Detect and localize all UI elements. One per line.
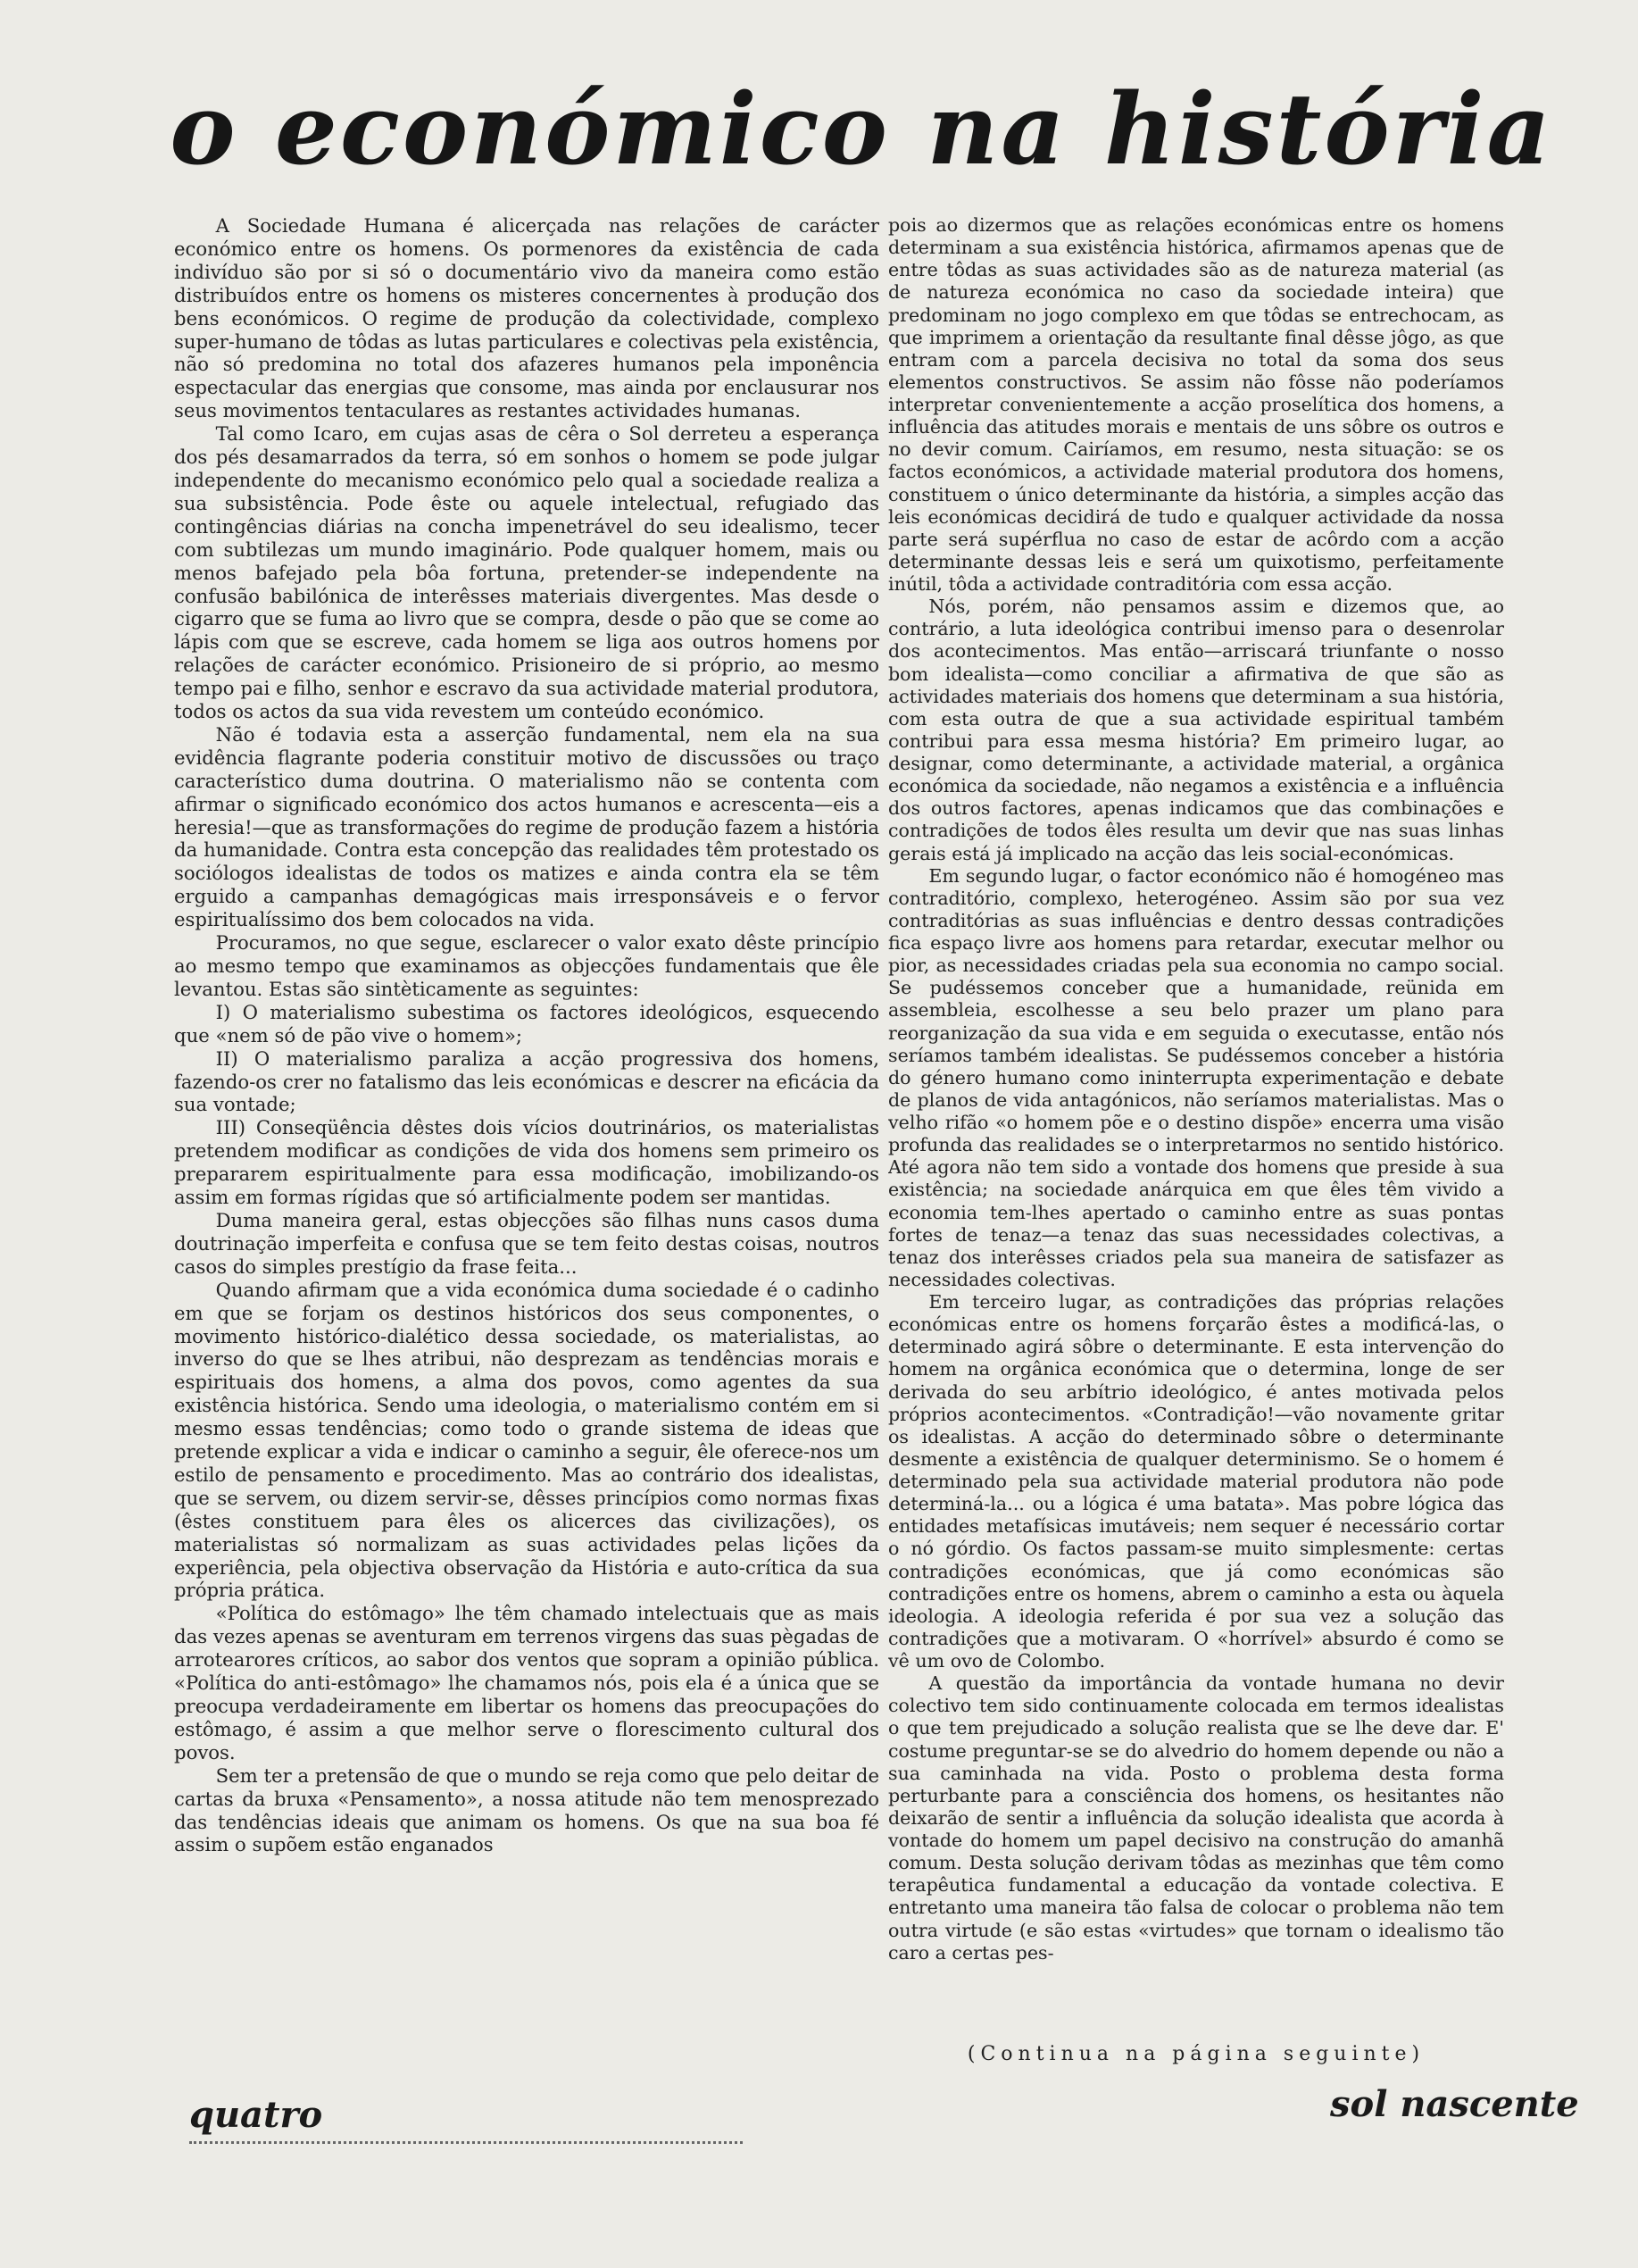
paragraph: A questão da importância da vontade humana no devir colectivo tem sido continuamente colocada em termos idealistas o que tem prejudicado a solução realista que se lhe deve dar. E' costume preguntar-se se do alvedrio do homem depende ou não a sua caminhada na vida. Posto o problema desta forma perturbante para a consciência dos homens, os hesitantes não deixarão de sentir a influência da solução idealista que acorda à vontade do homem um papel decisivo na construção do amanhã comum. Desta solução derivam tôdas as mezinhas que têm como terapêutica fundamental a educação da vontade colectiva. E entretanto uma maneira tão falsa de colocar o problema não tem outra virtude (e são estas «virtudes» que tornam o idealismo tão caro a certas pes-: [888, 1672, 1504, 1964]
paragraph: Em terceiro lugar, as contradições das próprias relações económicas entre os homens forçarão êstes a modificá-las, o determinado agirá sôbre o determinante. E esta intervenção do homem na orgânica económica que o determina, longe de ser derivada do seu arbítrio ideológico, é antes motivada pelos próprios acontecimentos. «Contradição!—vão novamente gritar os idealistas. A acção do determinado sôbre o determinante desmente a existência de qualquer determinismo. Se o homem é determinado pela sua actividade material produtora não pode determiná-la... ou a lógica é uma batata». Mas pobre lógica das entidades metafísicas imutáveis; nem sequer é necessário cortar o nó górdio. Os factos passam-se muito simplesmente: certas contradições económicas, que já como económicas são contradições entre os homens, abrem o caminho a esta ou àquela ideologia. A ideologia referida é por sua vez a solução das contradições que a motivaram. O «horrível» absurdo é como se vê um ovo de Colombo.: [888, 1291, 1504, 1672]
article-title: o económico na história: [170, 71, 1553, 187]
paragraph: Não é todavia esta a asserção fundamental, nem ela na sua evidência flagrante poderia constituir motivo de discussões ou traço característico duma doutrina. O materialismo não se contenta com afirmar o significado económico dos actos humanos e acrescenta—eis a heresia!—que as transformações do regime de produção fazem a história da humanidade. Contra esta concepção das realidades têm protestado os sociólogos idealistas de todos os matizes e ainda contra ela se têm erguido a campanhas demagógicas mais irresponsáveis e o fervor espiritualíssimo dos bem colocados na vida.: [174, 722, 879, 931]
footer-divider: [189, 2141, 743, 2144]
paragraph: pois ao dizermos que as relações económicas entre os homens determinam a sua existência histórica, afirmamos apenas que de entre tôdas as suas actividades são as de natureza material (as de natureza económica no caso da sociedade inteira) que predominam no jogo complexo em que tôdas se entrechocam, as que imprimem a orientação da resultante final dêsse jôgo, as que entram com a parcela decisiva no total da soma dos seus elementos constructivos. Se assim não fôsse não poderíamos interpretar convenientemente a acção proselítica dos homens, a influência das atitudes morais e mentais de uns sôbre os outros e no devir comum. Cairíamos, em resumo, nesta situação: se os factos económicos, a actividade material produtora dos homens, constituem o único determinante da história, a simples acção das leis económicas decidirá de tudo e qualquer actividade da nossa parte será supérflua no caso de estar de acôrdo com a acção determinante dessas leis e será um quixotismo, perfeitamente inútil, tôda a actividade contraditória com essa acção.: [888, 214, 1504, 595]
paragraph: Em segundo lugar, o factor económico não é homogéneo mas contraditório, complexo, heterogéneo. Assim são por sua vez contraditórias as suas influências e dentro dessas contradições fica espaço livre aos homens para retardar, executar melhor ou pior, as necessidades criadas pela sua economia no campo social. Se pudéssemos conceber que a humanidade, reünida em assembleia, escolhesse a seu belo prazer um plano para reorganização da sua vida e em seguida o executasse, então nós seríamos também idealistas. Se pudéssemos conceber a história do género humano como ininterrupta experimentação e debate de planos de vida antagónicos, não seríamos materialistas. Mas o velho rifão «o homem põe e o destino dispõe» encerra uma visão profunda das realidades se o interpretarmos no sentido histórico. Até agora não tem sido a vontade dos homens que preside à sua existência; na sociedade anárquica em que êles têm vivido a economia tem-lhes apertado o caminho entre as suas pontas fortes de tenaz—a tenaz das suas necessidades colectivas, a tenaz dos interêsses criados pela sua maneira de satisfazer as necessidades colectivas.: [888, 864, 1504, 1290]
paragraph: A Sociedade Humana é alicerçada nas relações de carácter económico entre os homens. Os pormenores da existência de cada indivíduo são por si só o documentário vivo da maneira como estão distribuídos entre os homens os misteres concernentes à produção dos bens económicos. O regime de produção da colectividade, complexo super-humano de tôdas as lutas particulares e colectivas pela existência, não só predomina no total dos afazeres humanos pela imponência espectacular das energias que consome, mas ainda por enclausurar nos seus movimentos tentaculares as restantes actividades humanas.: [174, 214, 879, 422]
paragraph: Tal como Icaro, em cujas asas de cêra o Sol derreteu a esperança dos pés desamarrados da terra, só em sonhos o homem se pode julgar independente do mecanismo económico pelo qual a sociedade realiza a sua subsistência. Pode êste ou aquele intelectual, refugiado das contingências diárias na concha impenetrável do seu idealismo, tecer com subtilezas um mundo imaginário. Pode qualquer homem, mais ou menos bafejado pela bôa fortuna, pretender-se independente na confusão babilónica de interêsses materiais divergentes. Mas desde o cigarro que se fuma ao livro que se compra, desde o pão que se come ao lápis com que se escreve, cada homem se liga aos outros homens por relações de carácter económico. Prisioneiro de si próprio, ao mesmo tempo pai e filho, senhor e escravo da sua actividade material produtora, todos os actos da sua vida revestem um conteúdo económico.: [174, 422, 879, 723]
paragraph: Procuramos, no que segue, esclarecer o valor exato dêste princípio ao mesmo tempo que examinamos as objecções fundamentais que êle levantou. Estas são sintèticamente as seguintes:: [174, 931, 879, 1000]
paragraph: «Política do estômago» lhe têm chamado intelectuais que as mais das vezes apenas se aventuram em terrenos virgens das suas pègadas de arrotearores críticos, ao sabor dos ventos que sopram a opinião pública. «Política do anti-estômago» lhe chamamos nós, pois ela é a única que se preocupa verdadeiramente em libertar os homens das preocupações do estômago, é assim a que melhor serve o florescimento cultural dos povos.: [174, 1602, 879, 1764]
page-number-word: quatro: [189, 2094, 323, 2136]
paragraph: Nós, porém, não pensamos assim e dizemos que, ao contrário, a luta ideológica contribui imenso para o desenrolar dos acontecimentos. Mas então—arriscará triunfante o nosso bom idealista—como conciliar a afirmativa de que são as actividades materiais dos homens que determinam a sua história, com esta outra de que a sua actividade espiritual também contribui para essa mesma história? Em primeiro lugar, ao designar, como determinante, a actividade material, a orgânica económica da sociedade, não negamos a existência e a influência dos outros factores, apenas indicamos que das combinações e contradições de todos êles resulta um devir que nas suas linhas gerais está já implicado na acção das leis social-económicas.: [888, 596, 1504, 864]
paragraph: Duma maneira geral, estas objecções são filhas nuns casos duma doutrinação imperfeita e confusa que se tem feito destas coisas, noutros casos do simples prestígio da frase feita...: [174, 1208, 879, 1278]
left-column: [174, 214, 879, 2040]
right-column: [888, 214, 1504, 2040]
paragraph: III) Conseqüência dêstes dois vícios doutrinários, os materialistas pretendem modificar as condições de vida dos homens sem primeiro os prepararem espiritualmente para essa modificação, imobilizando-os assim em formas rígidas que só artificialmente podem ser mantidas.: [174, 1116, 879, 1209]
publication-name: sol nascente: [1330, 2083, 1579, 2125]
paragraph: Quando afirmam que a vida económica duma sociedade é o cadinho em que se forjam os destinos históricos dos seus componentes, o movimento histórico-dialético dessa sociedade, os materialistas, ao inverso do que se lhes atribui, não desprezam as tendências morais e espirituais dos homens, a alma dos povos, como agentes da sua existência histórica. Sendo uma ideologia, o materialismo contém em si mesmo essas tendências; como todo o grande sistema de ideas que pretende explicar a vida e indicar o caminho a seguir, êle oferece-nos um estilo de pensamento e procedimento. Mas ao contrário dos idealistas, que se servem, ou dizem servir-se, dêsses princípios como normas fixas (êstes constituem para êles os alicerces das civilizações), os materialistas só normalizam as suas actividades pelas lições da experiência, pela objectiva observação da História e auto-crítica da sua própria prática.: [174, 1278, 879, 1602]
paragraph: Sem ter a pretensão de que o mundo se reja como que pelo deitar de cartas da bruxa «Pensamento», a nossa atitude não tem menosprezado das tendências ideais que animam os homens. Os que na sua boa fé assim o supõem estão enganados: [174, 1764, 879, 1856]
continuation-note: (Continua na página seguinte): [967, 2043, 1426, 2065]
paragraph: I) O materialismo subestima os factores ideológicos, esquecendo que «nem só de pão vive o homem»;: [174, 1000, 879, 1046]
paragraph: II) O materialismo paraliza a acção progressiva dos homens, fazendo-os crer no fatalismo das leis económicas e descrer na eficácia da sua vontade;: [174, 1046, 879, 1116]
